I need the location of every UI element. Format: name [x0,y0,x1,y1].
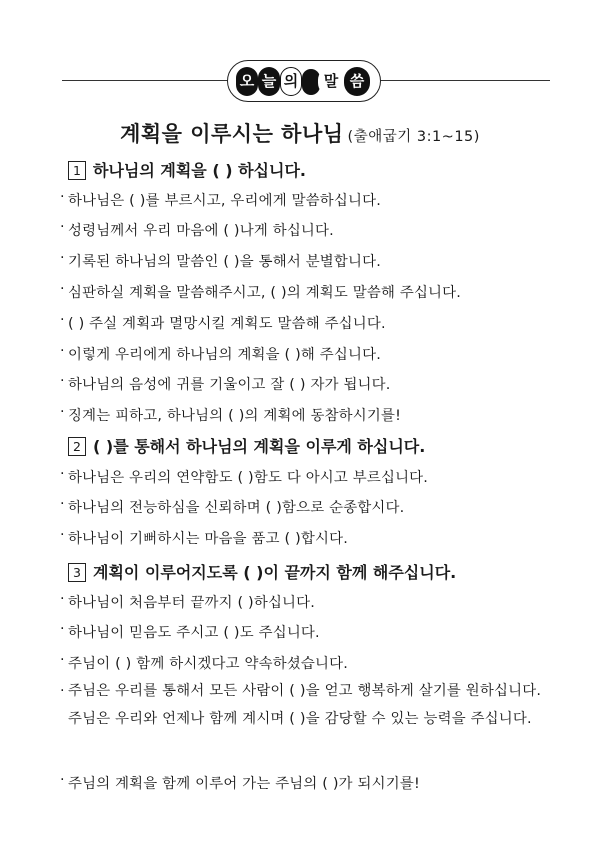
list-paragraph: · 주님은 우리를 통해서 모든 사람이 ( )을 얻고 행복하게 살기를 원하십니다. 주님은 우리와 언제나 함께 계시며 ( )을 감당할 수 있는 능력을 주십니다. [68,677,548,733]
list-item: · 하나님이 기뻐하시는 마음을 품고 ( )합시다. [68,527,348,548]
list-item: · 심판하실 계획을 말씀해주시고, ( )의 계획도 말씀해 주십니다. [68,281,461,302]
badge-char-5: 씀 [344,67,370,96]
list-item: · 주님의 계획을 함께 이루어 가는 주님의 ( )가 되시기를! [68,772,420,793]
sermon-title [0,118,600,148]
list-item: · 주님이 ( ) 함께 하시겠다고 약속하셨습니다. [68,652,348,673]
section-number: 2 [68,437,86,456]
badge-char-2: 늘 [258,67,280,96]
list-item: · 징계는 피하고, 하나님의 ( )의 계획에 동참하시기를! [68,404,401,425]
section-heading-text: 하나님의 계획을 ( ) 하십니다. [93,161,307,180]
list-item: · ( ) 주실 계획과 멸망시킬 계획도 말씀해 주십니다. [68,312,386,333]
list-item: · 하나님이 믿음도 주시고 ( )도 주십니다. [68,621,320,642]
badge-char-1: 오 [236,67,258,96]
scripture-reference: (출애굽기 3:1~15) [347,129,480,145]
list-item: · 하나님의 음성에 귀를 기울이고 잘 ( ) 자가 됩니다. [68,373,391,394]
header-banner [62,60,550,104]
badge-char-3: 의 [280,67,302,96]
list-item: · 성령님께서 우리 마음에 ( )나게 하십니다. [68,219,334,240]
list-item: · 하나님이 처음부터 끝까지 ( )하십니다. [68,591,315,612]
section-3-heading [68,560,456,583]
todays-word-badge [227,60,381,102]
list-item: · 하나님은 우리의 연약함도 ( )함도 다 아시고 부르십니다. [68,466,428,487]
section-heading-text: 계획이 이루어지도록 ( )이 끝까지 함께 해주십니다. [93,563,457,582]
section-number: 1 [68,161,86,180]
list-item: · 하나님의 전능하심을 신뢰하며 ( )함으로 순종합시다. [68,496,404,517]
section-1-heading [68,158,306,181]
list-item: · 하나님은 ( )를 부르시고, 우리에게 말씀하십니다. [68,189,381,210]
list-item: · 기록된 하나님의 말씀인 ( )을 통해서 분별합니다. [68,250,381,271]
badge-char-4: 말 [318,67,344,96]
list-item: · 이렇게 우리에게 하나님의 계획을 ( )해 주십니다. [68,343,381,364]
section-heading-text: ( )를 통해서 하나님의 계획을 이루게 하십니다. [93,437,426,456]
title-main: 계획을 이루시는 하나님 [120,122,344,146]
section-number: 3 [68,563,86,582]
section-2-heading [68,434,425,457]
